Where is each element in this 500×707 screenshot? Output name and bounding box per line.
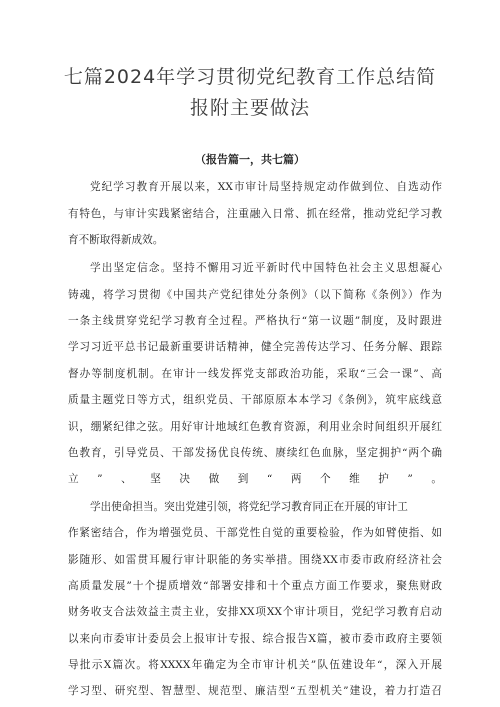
document-title-line-2: 报附主要做法 xyxy=(189,97,310,119)
document-title-line-1: 七篇2024年学习贯彻党纪教育工作总结简 xyxy=(63,66,437,88)
paragraph-1-line-2: 有特色，与审计实践紧密结合，注重融入日常、抓在经常，推动党纪学习教 xyxy=(68,208,442,220)
paragraph-1-line-1: 党纪学习教育开展以来，XX市审计局坚持规定动作做到位、自选动作 xyxy=(90,181,442,193)
paragraph-3-line-8: 学习型、研究型、智慧型、规范型、廉洁型“五型机关”建设，着力打造召 xyxy=(68,685,442,697)
paragraph-3-line-1: 学出使命担当。突出党建引领，将党纪学习教育同正在开展的审计工 xyxy=(90,501,408,513)
paragraph-3-line-5: 财务收支合法效益主责主业，安排XX项XX个审计项目，党纪学习教育启动 xyxy=(68,606,442,618)
paragraph-2-line-9: 立”、坚决做到“两个维护”。 xyxy=(68,473,442,485)
paragraph-3-line-4: 高质量发展”十个提质增效“部署安排和十个重点方面工作要求，聚焦财政 xyxy=(68,580,442,592)
paragraph-2-line-3: 一条主线贯穿党纪学习教育全过程。严格执行“第一议题”制度，及时跟进 xyxy=(68,315,442,327)
paragraph-2-line-8: 色教育，引导党员、干部发扬优良传统、赓续红色血脉，坚定拥护“两个确 xyxy=(68,447,442,459)
paragraph-3-line-3: 影随形、如雷贯耳履行审计职能的务实举措。围绕XX市委市政府经济社会 xyxy=(68,554,442,566)
document-subtitle: （报告篇一，共七篇） xyxy=(195,153,305,166)
paragraph-2-line-7: 识，绷紧纪律之弦。用好审计地域红色教育资源，利用业余时间组织开展红 xyxy=(68,421,442,433)
paragraph-2-line-5: 督办等制度机制。在审计一线发挥党支部政治功能，采取“三会一课”、高 xyxy=(68,368,442,380)
paragraph-2-line-1: 学出坚定信念。坚持不懈用习近平新时代中国特色社会主义思想凝心 xyxy=(90,262,442,274)
paragraph-2-line-4: 学习习近平总书记最新重要讲话精神，健全完善传达学习、任务分解、跟踪 xyxy=(68,341,442,353)
paragraph-3-line-6: 以来向市委审计委员会上报审计专报、综合报告X篇，被市委市政府主要领 xyxy=(68,633,442,645)
paragraph-2-line-6: 质量主题党日等方式，组织党员、干部原原本本学习《条例》，筑牢底线意 xyxy=(68,394,442,406)
paragraph-3-line-2: 作紧密结合，作为增强党员、干部党性自觉的重要检验，作为如臂使指、如 xyxy=(68,527,442,539)
paragraph-3-line-7: 导批示X篇次。将XXXX年确定为全市审计机关”队伍建设年“，深入开展 xyxy=(68,659,442,671)
paragraph-2-line-2: 铸魂，将学习贯彻《中国共产党纪律处分条例》（以下简称《条例》）作为 xyxy=(68,289,442,301)
paragraph-1-line-3: 育不断取得新成效。 xyxy=(68,234,164,246)
